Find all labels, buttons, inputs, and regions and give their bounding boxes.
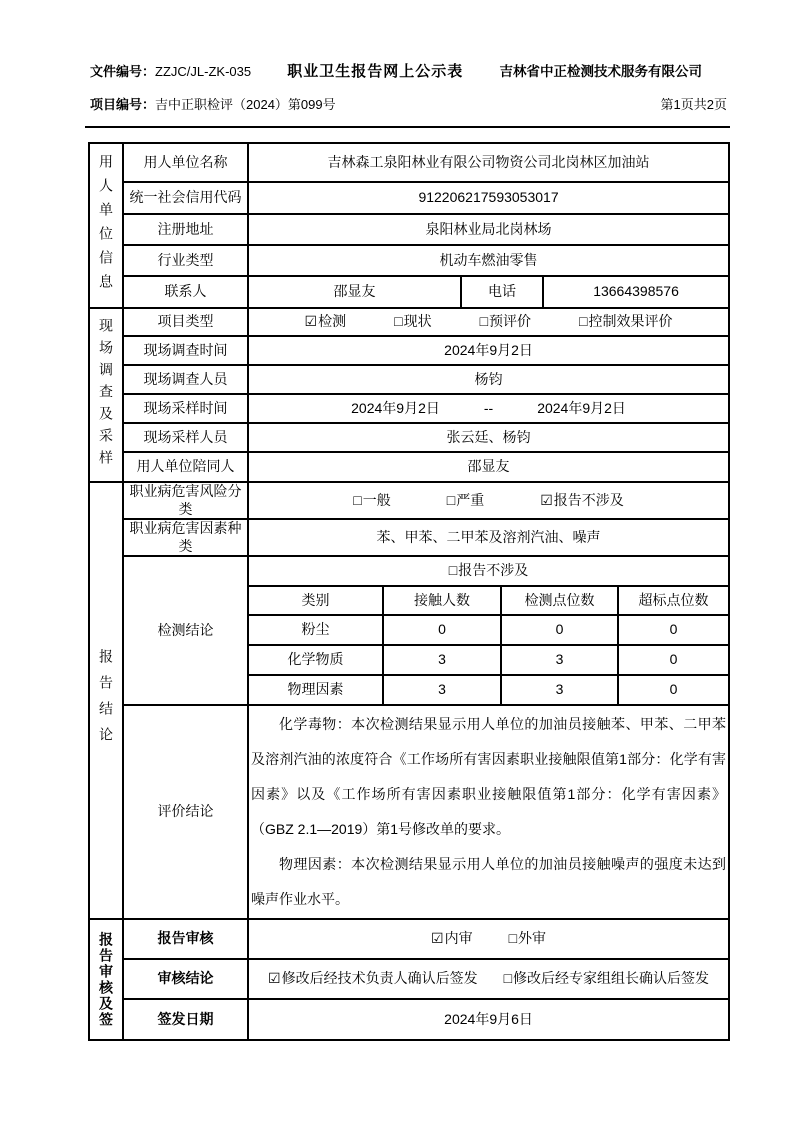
review-conclusion-options [248,959,729,999]
address-label: 注册地址 [123,214,248,245]
sampling-time-value [248,394,729,423]
accompany-label: 用人单位陪同人 [123,452,248,482]
project-number-label: 项目编号： [90,97,156,112]
checkbox-unchecked-icon: □ [448,562,458,579]
checkbox-checked-icon: ☑ [431,930,444,947]
report-review-label: 报告审核 [123,919,248,959]
option-status-quo: □现状 [394,313,432,330]
detection-row-chemical-exceed: 0 [618,645,729,675]
doc-number-label: 文件编号： [90,64,156,79]
industry-value: 机动车燃油零售 [248,245,729,276]
option-internal-review: ☑内审 [431,930,473,947]
option-not-involved: ☑报告不涉及 [540,491,624,508]
risk-class-options [248,482,729,519]
checkbox-unchecked-icon: □ [394,313,403,330]
option-pre-evaluation: □预评价 [479,313,532,330]
evaluation-conclusion-label: 评价结论 [123,705,248,919]
sampling-time-label: 现场采样时间 [123,394,248,423]
survey-staff-value: 杨钧 [248,365,729,394]
phone-label: 电话 [461,276,543,308]
review-conclusion-label: 审核结论 [123,959,248,999]
detection-header-exposed: 接触人数 [383,586,501,615]
factor-types-label: 职业病危害因素种类 [123,519,248,556]
survey-staff-label: 现场调查人员 [123,365,248,394]
sampling-end-date: 2024年9月2日 [537,399,626,416]
sampling-staff-value: 张云廷、杨钧 [248,423,729,452]
phone-value: 13664398576 [543,276,729,308]
section-survey-label: 现场调查及采样 [98,318,114,472]
checkbox-checked-icon: ☑ [540,491,553,508]
project-type-options [248,308,729,336]
industry-label: 行业类型 [123,245,248,276]
section-employer-info [89,143,123,308]
option-signed-by-expert-group-leader: □修改后经专家组组长确认后签发 [503,970,710,987]
detection-row-dust-points: 0 [501,615,618,645]
detection-row-chemical-category: 化学物质 [248,645,383,675]
evaluation-paragraph-physical: 物理因素：本次检测结果显示用人单位的加油员接触噪声的强度未达到噪声作业水平。 [251,856,727,907]
detection-row-physical-exceed: 0 [618,675,729,705]
credit-code-value: 912206217593053017 [248,182,729,214]
option-severe: □严重 [446,491,485,508]
checkbox-unchecked-icon: □ [503,970,513,987]
section-review [89,919,123,1040]
accompany-value: 邵显友 [248,452,729,482]
survey-time-value: 2024年9月2日 [248,336,729,365]
evaluation-paragraph-chemical: 化学毒物：本次检测结果显示用人单位的加油员接触苯、甲苯、二甲苯及溶剂汽油的浓度符合《工作场所有害因素职业接触限值第1部分：化学有害因素》以及《工作场所有害因素职业接触限值第1部分：化学有害因素》（GBZ 2.1—2019）第1号修改单的要求。 [251,716,727,837]
checkbox-unchecked-icon: □ [353,491,362,508]
factor-types-value: 苯、甲苯、二甲苯及溶剂汽油、噪声 [248,519,729,556]
report-review-options [248,919,729,959]
detection-row-physical-category: 物理因素 [248,675,383,705]
sampling-start-date: 2024年9月2日 [351,399,440,416]
page-header [0,0,794,81]
section-review-label: 报告审核及签 [98,931,114,1028]
option-external-review: □外审 [508,930,547,947]
detection-row-dust-category: 粉尘 [248,615,383,645]
detection-row-chemical-points: 3 [501,645,618,675]
company-name: 吉林省中正检测技术服务有限公司 [499,64,702,79]
detection-header-points: 检测点位数 [501,586,618,615]
contact-name-value: 邵显友 [248,276,461,308]
report-table [88,142,730,1041]
checkbox-unchecked-icon: □ [508,930,518,947]
contact-label: 联系人 [123,276,248,308]
sampling-date-separator: -- [483,399,494,416]
risk-class-label: 职业病危害风险分类 [123,482,248,519]
project-number [90,94,336,113]
detection-row-chemical-exposed: 3 [383,645,501,675]
issue-date-label: 签发日期 [123,999,248,1040]
option-control-effect-evaluation: □控制效果评价 [579,313,673,330]
form-title: 职业卫生报告网上公示表 [287,63,464,80]
doc-number [90,61,251,80]
checkbox-unchecked-icon: □ [579,313,588,330]
section-employer-info-label: 用人单位信息 [98,153,114,298]
evaluation-conclusion-text [248,705,729,919]
survey-time-label: 现场调查时间 [123,336,248,365]
section-survey [89,308,123,482]
credit-code-label: 统一社会信用代码 [123,182,248,214]
issue-date-value: 2024年9月6日 [248,999,729,1040]
detection-row-dust-exceed: 0 [618,615,729,645]
sampling-staff-label: 现场采样人员 [123,423,248,452]
detection-row-physical-exposed: 3 [383,675,501,705]
section-conclusion-label: 报告结论 [98,648,114,753]
section-conclusion [89,482,123,919]
header-divider [85,126,730,128]
employer-name-label: 用人单位名称 [123,143,248,182]
detection-row-dust-exposed: 0 [383,615,501,645]
detection-conclusion-label: 检测结论 [123,556,248,705]
option-general: □一般 [353,491,391,508]
page-number: 第1页共2页 [660,97,727,112]
detection-row-physical-points: 3 [501,675,618,705]
detection-header-category: 类别 [248,586,383,615]
checkbox-checked-icon: ☑ [268,970,281,987]
page-subheader [0,81,794,113]
checkbox-unchecked-icon: □ [479,313,489,330]
detection-not-involved: □报告不涉及 [248,556,729,586]
project-type-label: 项目类型 [123,308,248,336]
detection-header-exceed: 超标点位数 [618,586,729,615]
employer-name-value: 吉林森工泉阳林业有限公司物资公司北岗林区加油站 [248,143,729,182]
option-detection: ☑检测 [304,313,347,330]
checkbox-checked-icon: ☑ [304,313,318,330]
doc-number-value: ZZJC/JL-ZK-035 [155,64,252,79]
project-number-value: 吉中正职检评（2024）第099号 [155,97,336,112]
address-value: 泉阳林业局北岗林场 [248,214,729,245]
option-signed-by-technical-director: ☑修改后经技术负责人确认后签发 [268,970,478,987]
checkbox-unchecked-icon: □ [446,491,456,508]
